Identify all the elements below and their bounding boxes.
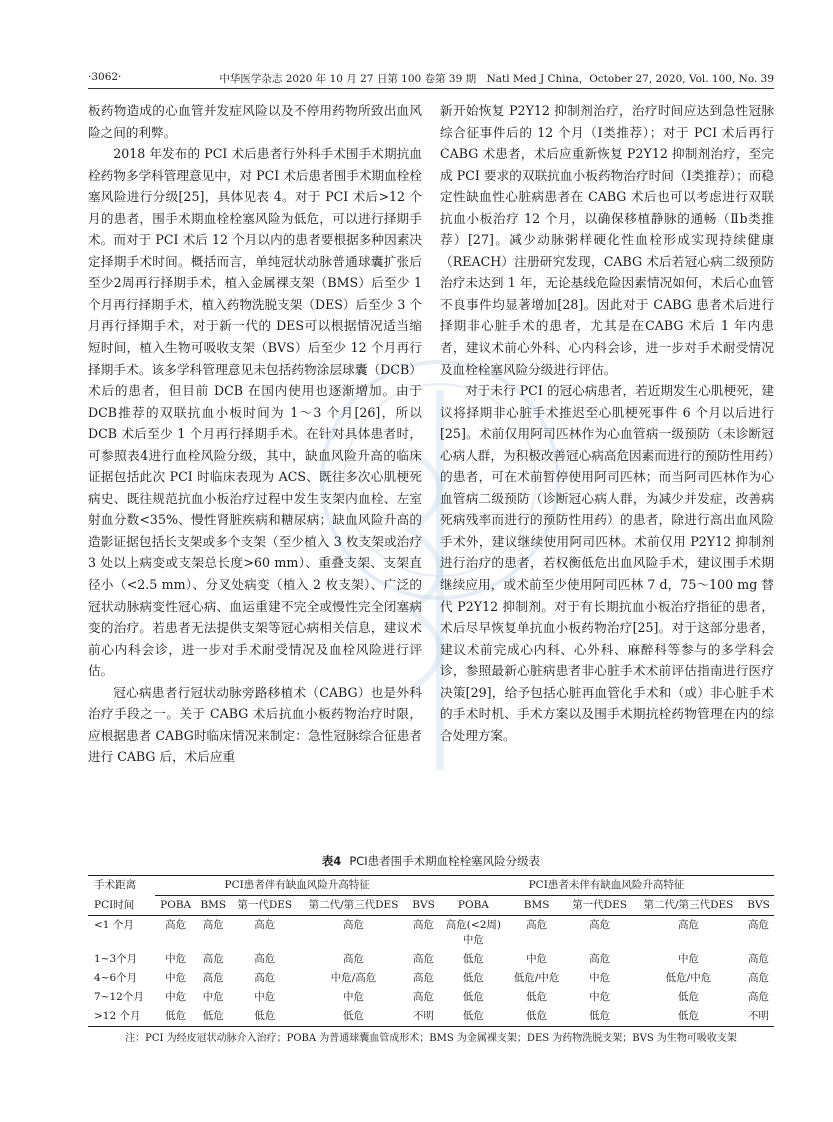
table-cell: 低危/中危 xyxy=(513,972,560,984)
table-cell: 不明 xyxy=(408,1007,439,1027)
journal-citation: 中华医学杂志 2020 年 10 月 27 日第 100 卷第 39 期 Natl Med J China，October 27, 2020, Vol. 100, No. 39 xyxy=(219,73,774,85)
table-cell: 低危 xyxy=(462,972,484,984)
table-cell: 低危 xyxy=(565,1007,633,1027)
group-header-ischemic: PCI患者伴有缺血风险升高特征 xyxy=(155,876,439,896)
table-cell: 高危 xyxy=(202,953,224,965)
table-cell: 中危 xyxy=(677,953,699,965)
table-cell: 高危(<2周) 中危 xyxy=(445,919,501,946)
table-cell: 高危 xyxy=(748,972,770,984)
table-cell: 高危 xyxy=(589,919,611,931)
table-cell: 低危 xyxy=(634,1007,743,1027)
table-row xyxy=(88,1007,774,1027)
table-cell: 中危 xyxy=(343,991,365,1003)
paragraph: 对于未行 PCI 的冠心病患者，若近期发生心肌梗死，建议将择期非心脏手术推迟至心肌梗死事件 6 个月以后进行[25]。术前仅用阿司匹林作为心血管病一级预防（未诊断冠心病人群，为积极改善冠心病高危因素而进行的预防性用药）的患者，可在术前暂停使用阿司匹林；而当阿司匹林作为心血管病二级预防（诊断冠心病人群，为减少并发症，改善病死病残率而进行的预防性用药）的患者，除进行高出血风险手术外，建议继续使用阿司匹林。术前仅用 P2Y12 抑制剂进行治疗的患者，若权衡低危出血风险手术，建议围手术期继续应用，或术前至少使用阿司匹林 7 d，75～100 mg 替代 P2Y12 抑制剂。对于有长期抗血小板治疗指征的患者，术后尽早恢复单抗血小板药物治疗[25]。对于这部分患者，建议术前完成心内科、心外科、麻醉科等参与的多学科会诊，参照最新心脏病患者非心脏手术术前评估指南进行医疗决策[29]，给予包括心脏再血管化手术和（或）非心脏手术的手术时机、手术方案以及围手术期抗栓药物管理在内的综合处理方案。 xyxy=(440,383,774,743)
table-cell: 低危 xyxy=(299,1007,408,1027)
column-header: BVS xyxy=(743,896,774,916)
table-cell: 高危 xyxy=(254,953,276,965)
paragraph: 冠心病患者行冠状动脉旁路移植术（CABG）也是外科治疗手段之一。关于 CABG 术后抗血小板药物治疗时限，应根据患者 CABG时临床情况来制定：急性冠脉综合征患者进行 CABG 后，术后应重 xyxy=(88,684,422,765)
row-label: 1~3个月 xyxy=(94,953,138,965)
column-header: 第二代/第三代DES xyxy=(634,896,743,916)
table-row xyxy=(88,969,774,988)
corner-header-top: 手术距离 xyxy=(88,876,155,896)
row-label: 7~12个月 xyxy=(94,991,144,1003)
table-cell: 高危 xyxy=(413,953,435,965)
table-cell: 中危/高危 xyxy=(330,972,377,984)
running-header xyxy=(88,70,774,89)
column-header: BVS xyxy=(408,896,439,916)
row-label: 4~6个月 xyxy=(94,972,138,984)
table-cell: 低危 xyxy=(439,1007,508,1027)
column-header: BMS xyxy=(508,896,566,916)
table-cell: 中危 xyxy=(202,991,224,1003)
table-cell: 中危 xyxy=(526,953,548,965)
table-cell: 中危 xyxy=(589,972,611,984)
table-cell: 中危 xyxy=(165,953,187,965)
table-row xyxy=(88,988,774,1007)
column-header: 第二代/第三代DES xyxy=(299,896,408,916)
table-cell: 高危 xyxy=(413,991,435,1003)
column-header: 第一代DES xyxy=(231,896,299,916)
table-cell: 低危 xyxy=(508,1007,566,1027)
table-cell: 低危 xyxy=(462,991,484,1003)
table-cell: 高危 xyxy=(677,919,699,931)
table-cell: 高危 xyxy=(343,919,365,931)
page-number: ·3062· xyxy=(88,71,122,83)
table-cell: 中危 xyxy=(589,991,611,1003)
paragraph: 板药物造成的心血管并发症风险以及不停用药物所致出血风险之间的利弊。 xyxy=(88,103,422,140)
table-cell: 高危 xyxy=(589,953,611,965)
table-cell: 高危 xyxy=(748,991,770,1003)
table-cell: 低危 xyxy=(462,953,484,965)
table-cell: 高危 xyxy=(254,919,276,931)
table-cell: 中危 xyxy=(165,991,187,1003)
paragraph: 2018 年发布的 PCI 术后患者行外科手术围手术期抗血栓药物多学科管理意见中，对 PCI 术后患者围手术期血栓栓塞风险进行分级[25]，具体见表 4。对于 PCI 术后>12 个月的患者，围手术期血栓栓塞风险为低危，可以进行择期手术。而对于 PCI 术后 12 个月以内的患者要根据多种因素决定择期手术时间。概括而言，单纯冠状动脉普通球囊扩张后至少2周再行择期手术，植入金属裸支架（BMS）后至少 1 个月再行择期手术，植入药物洗脱支架（DES）后至少 3 个月再行择期手术，对于新一代的 DES可以根据情况适当缩短时间，植入生物可吸收支架（BVS）后至少 12 个月再行择期手术。该多学科管理意见未包括药物涂层球囊（DCB）术后的患者，但目前 DCB 在国内使用也逐渐增加。由于 DCB推荐的双联抗血小板时间为 1～3 个月[26]，所以 DCB 术后至少 1 个月再行择期手术。在针对具体患者时，可参照表4进行血栓风险分级，其中，缺血风险升高的临床证据包括此次 PCI 时临床表现为 ACS、既往多次心肌梗死病史、既往规范抗血小板治疗过程中发生支架内血栓、左室射血分数<35%、慢性肾脏疾病和糖尿病；缺血风险升高的造影证据包括长支架或多个支架（至少植入 3 枚支架或治疗 3 处以上病变或支架总长度>60 mm）、重叠支架、支架直径小（<2.5 mm）、分叉处病变（植入 2 枚支架）、广泛的冠状动脉病变性冠心病、血运重建不完全或慢性完全闭塞病变的治疗。若患者无法提供支架等冠心病相关信息，建议术前心内科会诊，进一步对手术耐受情况及血栓风险进行评估。 xyxy=(88,146,422,679)
table-cell: 高危 xyxy=(413,919,435,931)
table-cell: 高危 xyxy=(526,919,548,931)
table-cell: 低危 xyxy=(196,1007,231,1027)
table-row xyxy=(88,950,774,969)
table-cell: 高危 xyxy=(343,953,365,965)
column-header: 第一代DES xyxy=(565,896,633,916)
column-header: POBA xyxy=(439,896,508,916)
table-cell: 低危/中危 xyxy=(665,972,712,984)
table-cell: 低危 xyxy=(231,1007,299,1027)
table-cell: 高危 xyxy=(202,919,224,931)
table-cell: 不明 xyxy=(743,1007,774,1027)
table-cell: 低危 xyxy=(155,1007,196,1027)
left-column xyxy=(88,100,422,768)
right-column xyxy=(440,100,774,746)
row-label: <1 个月 xyxy=(94,919,134,931)
table-cell: 中危 xyxy=(254,991,276,1003)
table-note: 注：PCI 为经皮冠状动脉介入治疗；POBA 为普通球囊血管成形术；BMS 为金属裸支架；DES 为药物洗脱支架；BVS 为生物可吸收支架 xyxy=(125,1033,737,1044)
risk-table xyxy=(88,875,774,1027)
column-header: BMS xyxy=(196,896,231,916)
table-cell: 中危 xyxy=(165,972,187,984)
corner-header-bottom: PCI时间 xyxy=(88,896,155,916)
table-cell: 高危 xyxy=(748,919,770,931)
table-cell: 高危 xyxy=(748,953,770,965)
table-cell: 高危 xyxy=(165,919,187,931)
table-label: 表4 xyxy=(321,854,342,868)
table-cell: 高危 xyxy=(413,972,435,984)
table-cell: 高危 xyxy=(254,972,276,984)
group-header-non-ischemic: PCI患者未伴有缺血风险升高特征 xyxy=(439,876,774,896)
table-title: PCI患者围手术期血栓栓塞风险分级表 xyxy=(349,854,541,868)
table-row xyxy=(88,916,774,951)
table-cell: 低危 xyxy=(526,991,548,1003)
table-cell: 低危 xyxy=(677,991,699,1003)
row-label: >12 个月 xyxy=(88,1007,155,1027)
paragraph: 新开始恢复 P2Y12 抑制剂治疗，治疗时间应达到急性冠脉综合征事件后的 12 个月（Ⅰ类推荐）；对于 PCI 术后再行 CABG 术患者，术后应重新恢复 P2Y12 抑制剂治疗，至完成 PCI 要求的双联抗血小板药物治疗时间（Ⅰ类推荐）；而稳定性缺血性心脏病患者在 CABG 术后也可以考虑进行双联抗血小板治疗 12 个月，以确保移植静脉的通畅（Ⅱb类推荐）[27]。减少动脉粥样硬化性血栓形成实现持续健康（REACH）注册研究发现，CABG 术后若冠心病二级预防治疗未达到 1 年，无论基线危险因素情况如何，术后心血管不良事件均显著增加[28]。因此对于 CABG 患者术后进行择期非心脏手术的患者，尤其是在CABG 术后 1 年内患者，建议术前心外科、心内科会诊，进一步对手术耐受情况及血栓栓塞风险分级进行评估。 xyxy=(440,103,774,377)
table-cell: 高危 xyxy=(202,972,224,984)
column-header: POBA xyxy=(155,896,196,916)
table-caption xyxy=(88,853,774,869)
